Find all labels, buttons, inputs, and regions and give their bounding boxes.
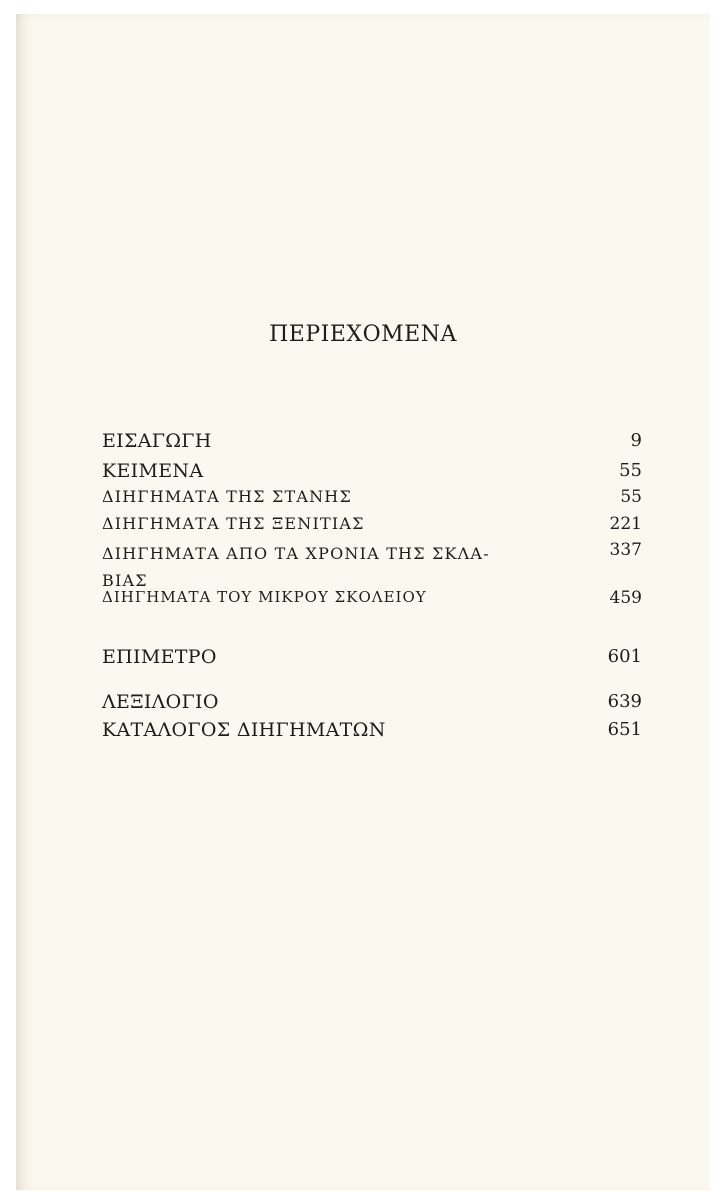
- toc-entry-page: 601: [607, 646, 642, 667]
- toc-entry-label: ΔΙΗΓΗΜΑΤΑ ΤΟΥ ΜΙΚΡΟΥ ΣΚΟΛΕΙΟΥ: [102, 588, 427, 606]
- toc-entry-label: [102, 540, 490, 594]
- toc-entry-page: 55: [620, 487, 642, 507]
- book-page: [16, 14, 710, 1190]
- toc-entry-label-line: ΔΙΗΓΗΜΑΤΑ ΑΠΟ ΤΑ ΧΡΟΝΙΑ ΤΗΣ ΣΚΛΑ-: [102, 544, 490, 563]
- toc-entry: [102, 514, 642, 538]
- toc-entry-label: ΔΙΗΓΗΜΑΤΑ ΤΗΣ ΣΤΑΝΗΣ: [102, 487, 352, 506]
- toc-entry-page: 55: [619, 460, 642, 481]
- toc-entry-page: 651: [607, 719, 642, 740]
- toc-entry-label: ΔΙΗΓΗΜΑΤΑ ΤΗΣ ΞΕΝΙΤΙΑΣ: [102, 514, 365, 533]
- toc-entry-label: ΛΕΞΙΛΟΓΙΟ: [102, 691, 219, 713]
- toc-entry-page: 639: [607, 691, 642, 712]
- toc-entry: [102, 588, 642, 612]
- toc-entry: [102, 646, 642, 670]
- toc-entry: [102, 540, 642, 590]
- toc-entry-page: 221: [609, 514, 642, 534]
- toc-entry-page: 459: [609, 588, 642, 608]
- toc-entry-label: ΕΠΙΜΕΤΡΟ: [102, 646, 217, 668]
- toc-entry-label: ΚΑΤΑΛΟΓΟΣ ΔΙΗΓΗΜΑΤΩΝ: [102, 719, 386, 741]
- toc-entry: [102, 691, 642, 715]
- toc-entry: [102, 460, 642, 484]
- toc-entry-page: 9: [630, 430, 642, 451]
- toc-entry-label: ΚΕΙΜΕΝΑ: [102, 460, 204, 482]
- toc-entry: [102, 487, 642, 511]
- toc-entry: [102, 719, 642, 743]
- page-title: ΠΕΡΙΕΧΟΜΕΝΑ: [269, 322, 457, 347]
- toc-entry: [102, 430, 642, 454]
- toc-entry-label-line: ΒΙΑΣ: [102, 571, 148, 590]
- toc-entry-label: ΕΙΣΑΓΩΓΗ: [102, 430, 212, 452]
- toc-entry-page: 337: [609, 540, 642, 560]
